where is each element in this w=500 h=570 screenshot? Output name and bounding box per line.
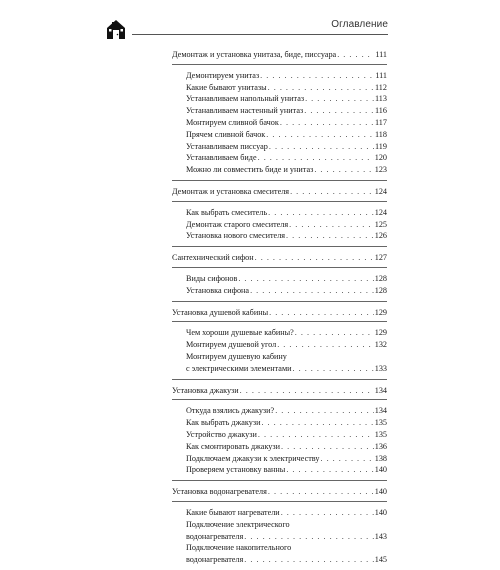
toc-item-title: Устанавливаем биде bbox=[186, 153, 257, 163]
toc-item[interactable] bbox=[172, 507, 387, 519]
toc-item-title: водонагревателя bbox=[186, 555, 244, 565]
toc-item[interactable] bbox=[172, 285, 387, 297]
toc-item-title-line1: Подключение электрического bbox=[186, 519, 290, 529]
toc-section bbox=[172, 480, 387, 566]
section-divider bbox=[172, 480, 387, 481]
toc-page-number: 143 bbox=[374, 531, 387, 541]
section-divider bbox=[172, 321, 387, 322]
toc-item-title: Виды сифонов bbox=[186, 273, 238, 283]
section-divider bbox=[172, 180, 387, 181]
dot-leader bbox=[337, 49, 374, 61]
toc-page-number: 117 bbox=[375, 117, 387, 127]
dot-leader bbox=[281, 441, 374, 453]
toc-page-number: 123 bbox=[374, 165, 387, 175]
section-divider bbox=[172, 399, 387, 400]
section-divider bbox=[172, 201, 387, 202]
toc-item-title: Можно ли совместить биде и унитаз bbox=[186, 165, 314, 175]
dot-leader bbox=[286, 464, 373, 476]
toc-item[interactable] bbox=[172, 327, 387, 339]
toc-page-number: 132 bbox=[374, 340, 387, 350]
toc-section-entry[interactable] bbox=[172, 49, 387, 61]
toc-item[interactable] bbox=[172, 230, 387, 242]
toc-item-title: Устанавливаем писсуар bbox=[186, 141, 268, 151]
toc-page-number: 119 bbox=[375, 141, 387, 151]
dot-leader bbox=[304, 105, 374, 117]
toc-section-entry[interactable] bbox=[172, 486, 387, 498]
toc-page-number: 140 bbox=[374, 487, 387, 497]
toc-page-number: 128 bbox=[374, 273, 387, 283]
dot-leader bbox=[261, 417, 373, 429]
dot-leader bbox=[277, 339, 374, 351]
dot-leader bbox=[258, 152, 374, 164]
toc-item[interactable] bbox=[172, 117, 387, 129]
dot-leader bbox=[275, 405, 374, 417]
toc-item[interactable] bbox=[172, 273, 387, 285]
toc-item-title: Откуда взялись джакузи? bbox=[186, 406, 275, 416]
toc-page-number: 111 bbox=[375, 70, 387, 80]
dot-leader bbox=[290, 186, 374, 198]
toc-item[interactable] bbox=[172, 164, 387, 176]
toc-item-title: Подключаем джакузи к электричеству bbox=[186, 453, 320, 463]
toc-item[interactable] bbox=[172, 141, 387, 153]
toc-item-title: с электрическими элементами bbox=[186, 363, 292, 373]
dot-leader bbox=[295, 327, 374, 339]
toc-section bbox=[172, 180, 387, 242]
dot-leader bbox=[268, 486, 374, 498]
toc-item[interactable] bbox=[172, 93, 387, 105]
toc-section bbox=[172, 379, 387, 477]
toc-item-title: Монтируем сливной бачок bbox=[186, 117, 279, 127]
toc-page-number: 116 bbox=[375, 106, 387, 116]
toc-item[interactable] bbox=[172, 152, 387, 164]
dot-leader bbox=[258, 429, 374, 441]
toc-section-entry[interactable] bbox=[172, 385, 387, 397]
toc-item[interactable] bbox=[172, 429, 387, 441]
dot-leader bbox=[320, 453, 373, 465]
toc-item-title: Установка нового смесителя bbox=[186, 231, 286, 241]
dot-leader bbox=[281, 507, 374, 519]
toc-page-number: 124 bbox=[374, 207, 387, 217]
toc-page-number: 136 bbox=[374, 441, 387, 451]
toc-section-entry[interactable] bbox=[172, 307, 387, 319]
toc-page-number: 113 bbox=[375, 94, 387, 104]
section-divider bbox=[172, 301, 387, 302]
toc-page-number: 135 bbox=[374, 418, 387, 428]
toc-item-title: Демонтаж старого смесителя bbox=[186, 219, 289, 229]
toc-item[interactable] bbox=[172, 542, 387, 566]
dot-leader bbox=[268, 207, 374, 219]
dot-leader bbox=[293, 363, 374, 375]
toc-item[interactable] bbox=[172, 129, 387, 141]
toc-item-title: Устанавливаем настенный унитаз bbox=[186, 106, 304, 116]
toc-page-number: 112 bbox=[375, 82, 387, 92]
header-divider bbox=[132, 34, 388, 35]
toc-page-number: 134 bbox=[374, 406, 387, 416]
toc-page-number: 133 bbox=[374, 363, 387, 373]
toc-item-title: Установка сифона bbox=[186, 285, 250, 295]
dot-leader bbox=[305, 93, 374, 105]
section-divider bbox=[172, 64, 387, 65]
toc-item[interactable] bbox=[172, 417, 387, 429]
toc-item-title-line2-row bbox=[186, 531, 387, 543]
page-header bbox=[0, 0, 500, 44]
toc-item[interactable] bbox=[172, 519, 387, 543]
dot-leader bbox=[250, 285, 374, 297]
toc-item-title: Прячем сливной бачок bbox=[186, 129, 266, 139]
house-logo-icon bbox=[104, 17, 128, 41]
toc-page-number: 120 bbox=[374, 153, 387, 163]
toc-item[interactable] bbox=[172, 219, 387, 231]
toc-page-number: 127 bbox=[374, 253, 387, 263]
toc-item-title: Проверяем установку ванны bbox=[186, 465, 286, 475]
dot-leader bbox=[255, 252, 374, 264]
toc-item-title: Устанавливаем напольный унитаз bbox=[186, 94, 305, 104]
toc-item[interactable] bbox=[172, 82, 387, 94]
toc-page-number: 111 bbox=[375, 50, 387, 59]
toc-page-number: 125 bbox=[374, 219, 387, 229]
toc-item-title: Демонтируем унитаз bbox=[186, 70, 260, 80]
dot-leader bbox=[266, 129, 374, 141]
toc-item[interactable] bbox=[172, 339, 387, 351]
toc-item-title: Монтируем душевой угол bbox=[186, 340, 277, 350]
toc-item[interactable] bbox=[172, 105, 387, 117]
toc-section-entry[interactable] bbox=[172, 186, 387, 198]
toc-page-number: 124 bbox=[374, 186, 387, 196]
toc-item-title-line1: Подключение накопительного bbox=[186, 543, 292, 553]
toc-section-title: Демонтаж и установка унитаза, биде, писсуара bbox=[172, 50, 337, 59]
toc-page-number: 140 bbox=[374, 507, 387, 517]
toc-item[interactable] bbox=[172, 351, 387, 375]
dot-leader bbox=[240, 385, 374, 397]
toc-page-number: 129 bbox=[374, 307, 387, 317]
toc-section bbox=[172, 246, 387, 296]
toc-section-title: Демонтаж и установка смесителя bbox=[172, 186, 290, 196]
toc-page-number: 138 bbox=[374, 453, 387, 463]
toc-page-number: 129 bbox=[374, 328, 387, 338]
toc-item[interactable] bbox=[172, 441, 387, 453]
dot-leader bbox=[286, 230, 374, 242]
dot-leader bbox=[268, 82, 374, 94]
toc-page-number: 140 bbox=[374, 465, 387, 475]
dot-leader bbox=[244, 531, 373, 543]
toc-item-title: Какие бывают нагреватели bbox=[186, 507, 280, 517]
dot-leader bbox=[244, 554, 373, 566]
toc-section bbox=[172, 301, 387, 375]
toc-item[interactable] bbox=[172, 464, 387, 476]
toc-item-title: Чем хороши душевые кабины? bbox=[186, 328, 294, 338]
toc-section bbox=[172, 49, 387, 176]
toc-section-title: Сантехнический сифон bbox=[172, 253, 254, 263]
toc-item[interactable] bbox=[172, 70, 387, 82]
dot-leader bbox=[314, 164, 373, 176]
section-divider bbox=[172, 246, 387, 247]
toc-page-number: 134 bbox=[374, 385, 387, 395]
toc-item-title: Как выбрать джакузи bbox=[186, 418, 261, 428]
dot-leader bbox=[260, 70, 374, 82]
dot-leader bbox=[269, 141, 374, 153]
toc-item-title: Устройство джакузи bbox=[186, 429, 257, 439]
section-divider bbox=[172, 501, 387, 502]
toc-section-title: Установка душевой кабины bbox=[172, 307, 269, 317]
toc-item-title-line1: Монтируем душевую кабину bbox=[186, 351, 287, 361]
toc-item-title: Какие бывают унитазы bbox=[186, 82, 267, 92]
toc-page-number: 128 bbox=[374, 285, 387, 295]
dot-leader bbox=[238, 273, 373, 285]
toc-item[interactable] bbox=[172, 453, 387, 465]
dot-leader bbox=[289, 219, 374, 231]
toc-item[interactable] bbox=[172, 207, 387, 219]
toc-item-title-line2-row bbox=[186, 554, 387, 566]
toc-page-number: 145 bbox=[374, 555, 387, 565]
page-header-title: Оглавление bbox=[331, 19, 388, 30]
toc-item-title-line2-row bbox=[186, 363, 387, 375]
dot-leader bbox=[280, 117, 374, 129]
dot-leader bbox=[269, 307, 374, 319]
toc-page-number: 126 bbox=[374, 231, 387, 241]
section-divider bbox=[172, 379, 387, 380]
table-of-contents bbox=[172, 49, 387, 570]
toc-page-number: 118 bbox=[375, 129, 387, 139]
toc-page-number: 135 bbox=[374, 429, 387, 439]
section-divider bbox=[172, 267, 387, 268]
toc-section-title: Установка водонагревателя bbox=[172, 487, 267, 497]
toc-item-title: водонагревателя bbox=[186, 531, 244, 541]
toc-section-entry[interactable] bbox=[172, 252, 387, 264]
toc-item[interactable] bbox=[172, 405, 387, 417]
toc-item-title: Как смонтировать джакузи bbox=[186, 441, 281, 451]
toc-section-title: Установка джакузи bbox=[172, 385, 239, 395]
toc-item-title: Как выбрать смеситель bbox=[186, 207, 268, 217]
